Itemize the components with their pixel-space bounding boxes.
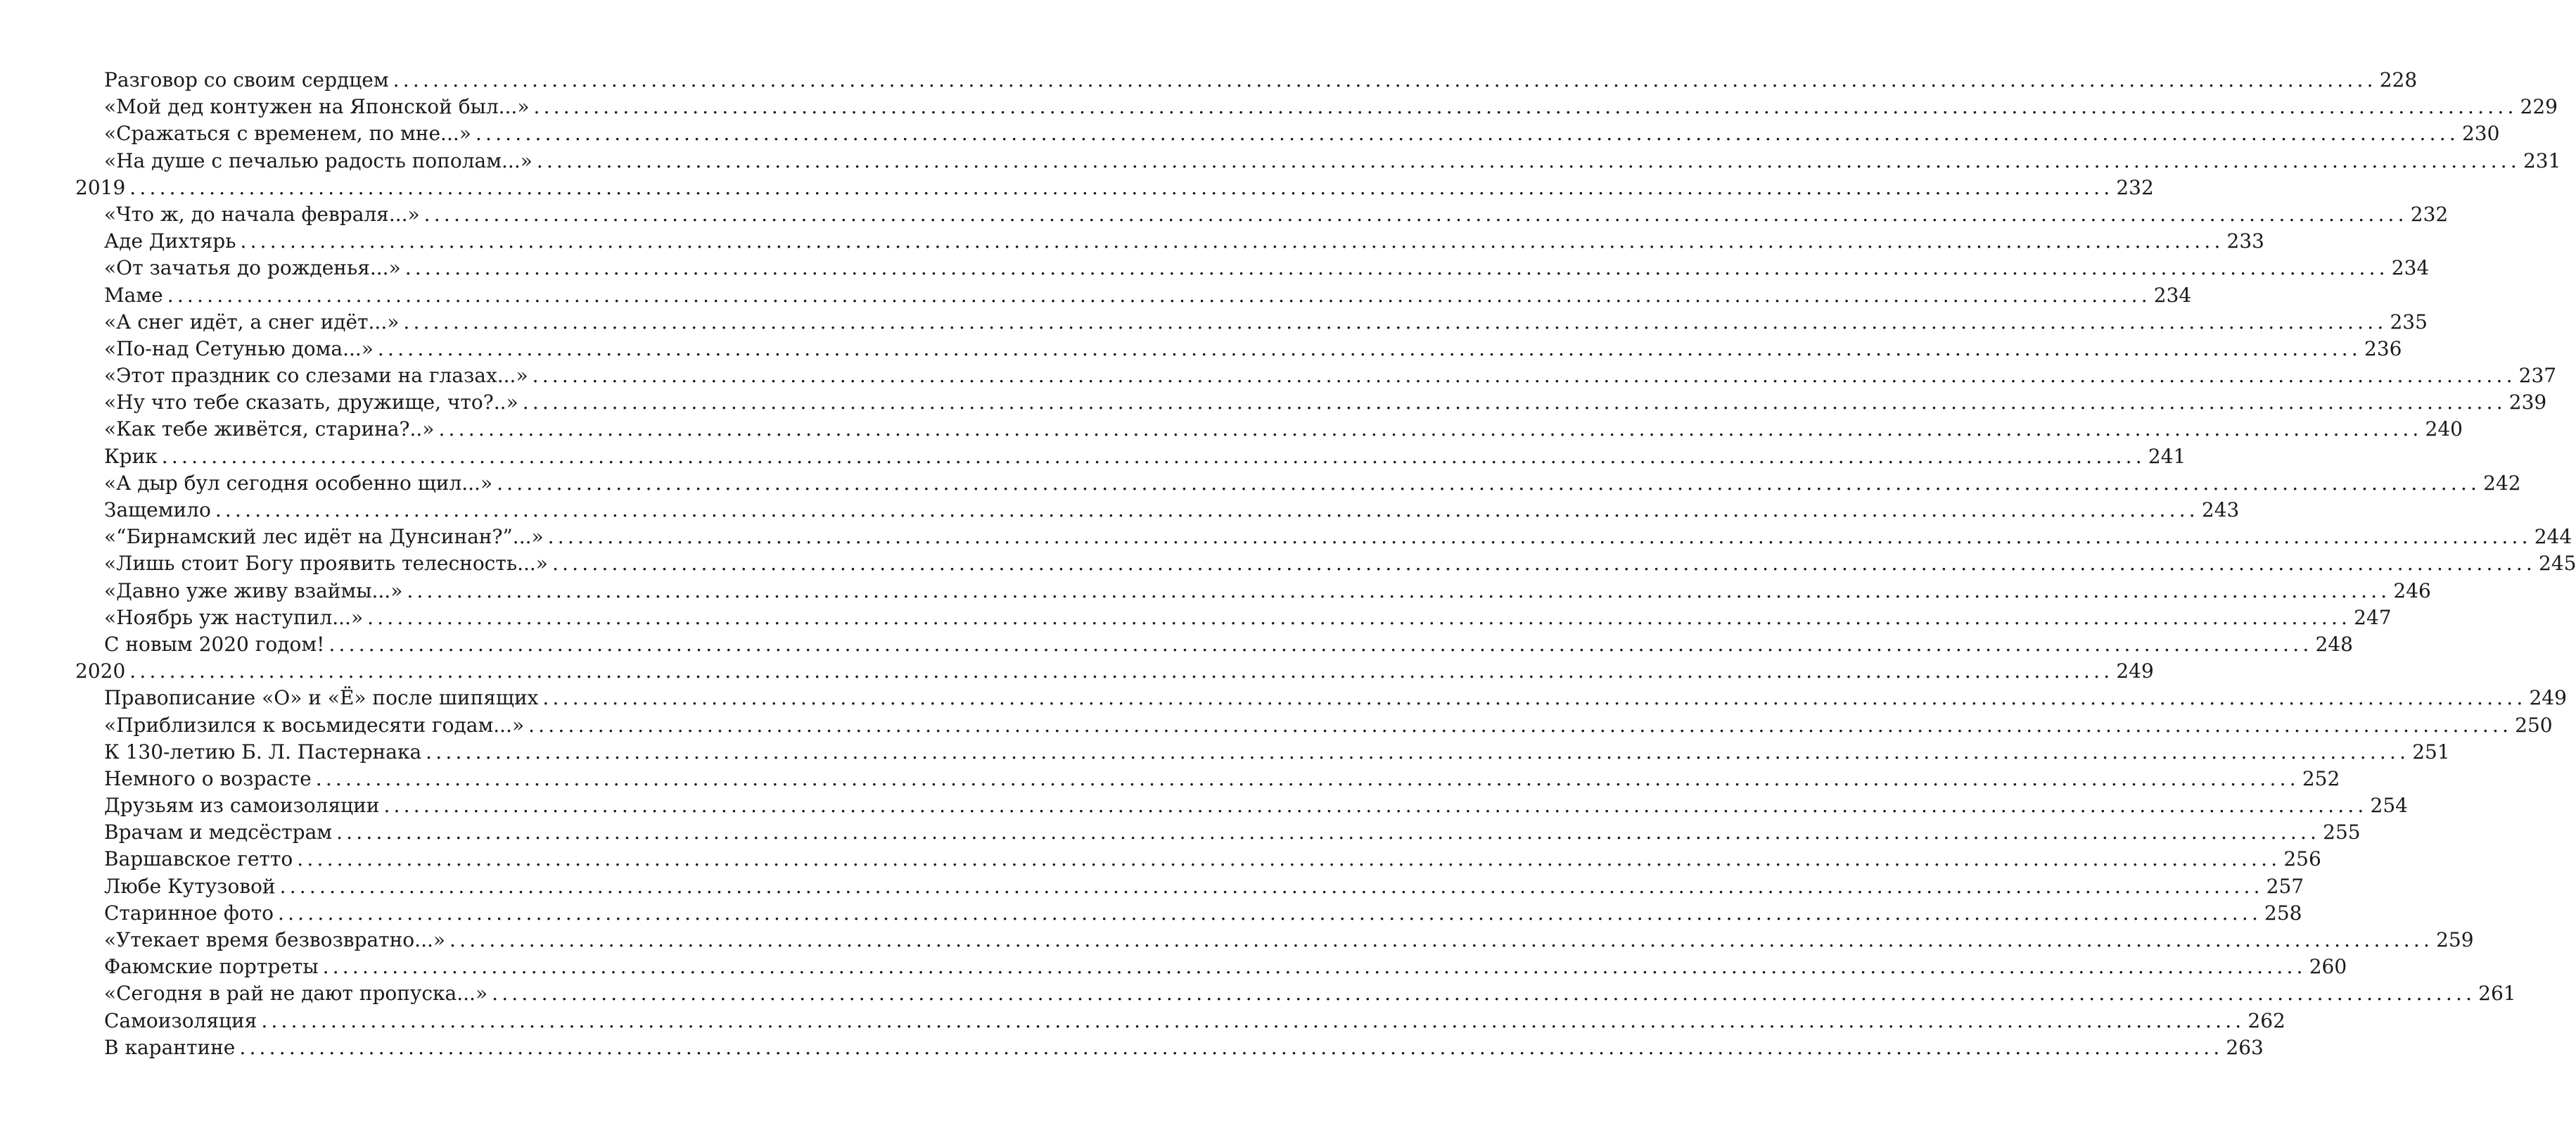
toc-entry-line [104, 470, 2521, 497]
toc-entry-title: В карантине [104, 1035, 236, 1059]
toc-entry-line [104, 148, 2561, 175]
toc-entry-title: Аде Дихтярь [104, 229, 236, 253]
toc-entry-line [104, 416, 2463, 443]
toc-dot-leader: ........................................................................................................................................................................................................ [239, 1035, 2224, 1059]
toc-entry-line [104, 954, 2347, 980]
toc-dot-leader: ........................................................................................................................................................................................................ [404, 256, 2389, 280]
toc-page-number: 261 [2478, 982, 2516, 1006]
toc-section-year: 2019 [75, 175, 126, 199]
toc-entry-line [75, 175, 2154, 201]
toc-section-row [0, 175, 2154, 201]
toc-entry-title: «Лишь стоит Богу проявить телесность...» [104, 552, 548, 576]
toc-page-number: 255 [2323, 821, 2361, 844]
toc-dot-leader: ........................................................................................................................................................................................................ [297, 847, 2281, 871]
toc-entry-line [104, 389, 2547, 416]
toc-entry-line [104, 228, 2264, 255]
toc-dot-leader: ........................................................................................................................................................................................................ [403, 310, 2387, 334]
toc-dot-leader: ........................................................................................................................................................................................................ [215, 498, 2199, 521]
toc-page-number: 248 [2315, 632, 2353, 656]
toc-dot-leader: ........................................................................................................................................................................................................ [528, 713, 2513, 737]
toc-entry-title: Немного о возрасте [104, 766, 312, 790]
toc-entry-row [0, 604, 2392, 631]
toc-page-number: 232 [2116, 175, 2154, 199]
toc-entry-title: «“Бирнамский лес идёт на Дунсинан?”...» [104, 525, 544, 549]
toc-entry-row [0, 1008, 2285, 1034]
toc-page-number: 252 [2302, 766, 2340, 790]
toc-entry-title: «А снег идёт, а снег идёт...» [104, 310, 400, 334]
toc-entry-row [0, 309, 2428, 336]
toc-entry-row [0, 954, 2347, 980]
toc-entry-title: «Давно уже живу взаймы...» [104, 578, 403, 602]
toc-entry-row [0, 201, 2449, 228]
toc-entry-line [104, 604, 2392, 631]
toc-entry-line [104, 67, 2418, 94]
toc-entry-line [104, 980, 2516, 1007]
toc-entry-line [104, 497, 2240, 524]
toc-entry-title: «Приблизился к восьмидесяти годам...» [104, 713, 525, 737]
toc-page-number: 250 [2515, 713, 2553, 737]
toc-entry-title: «Сражаться с временем, по мне...» [104, 122, 471, 146]
toc-section-row [0, 658, 2154, 685]
toc-page-number: 245 [2539, 552, 2576, 576]
toc-entry-line [104, 550, 2576, 577]
toc-page-number: 232 [2410, 202, 2449, 226]
toc-dot-leader: ........................................................................................................................................................................................................ [336, 821, 2321, 844]
toc-dot-leader: ........................................................................................................................................................................................................ [129, 659, 2114, 683]
toc-entry-line [104, 1034, 2264, 1061]
toc-entry-title: Врачам и медсёстрам [104, 821, 333, 844]
toc-page-number: 242 [2483, 471, 2521, 495]
toc-entry-title: Любе Кутузовой [104, 874, 276, 898]
toc-entry-title: Друзьям из самоизоляции [104, 794, 380, 818]
toc-dot-leader: ........................................................................................................................................................................................................ [449, 928, 2434, 951]
toc-page-number: 249 [2529, 686, 2567, 710]
toc-entry-line [104, 900, 2302, 927]
toc-entry-row [0, 819, 2361, 846]
toc-dot-leader: ........................................................................................................................................................................................................ [532, 364, 2516, 388]
toc-section-year: 2020 [75, 659, 126, 683]
toc-entry-line [104, 282, 2192, 309]
toc-entry-row [0, 94, 2558, 120]
toc-entry-line [104, 873, 2304, 900]
toc-page-number: 244 [2534, 525, 2572, 549]
toc-dot-leader: ........................................................................................................................................................................................................ [492, 982, 2476, 1006]
toc-entry-title: Фаюмские портреты [104, 955, 319, 979]
toc-entry-row [0, 846, 2321, 873]
toc-dot-leader: ........................................................................................................................................................................................................ [161, 444, 2145, 468]
toc-page-number: 240 [2425, 417, 2463, 441]
toc-page-number: 249 [2116, 659, 2154, 683]
toc-entry-row [0, 1034, 2264, 1061]
toc-dot-leader: ........................................................................................................................................................................................................ [497, 471, 2481, 495]
toc-entry-line [104, 362, 2557, 389]
toc-page-number: 263 [2226, 1035, 2264, 1059]
toc-page-number: 234 [2153, 283, 2192, 307]
toc-dot-leader: ........................................................................................................................................................................................................ [383, 794, 2368, 818]
toc-dot-leader: ........................................................................................................................................................................................................ [261, 1008, 2245, 1032]
toc-entry-line [104, 685, 2567, 711]
toc-dot-leader: ........................................................................................................................................................................................................ [329, 632, 2313, 656]
toc-dot-leader: ........................................................................................................................................................................................................ [536, 148, 2520, 172]
toc-dot-leader: ........................................................................................................................................................................................................ [407, 578, 2391, 602]
toc-page-number: 259 [2436, 928, 2474, 951]
toc-entry-row [0, 980, 2516, 1007]
toc-dot-leader: ........................................................................................................................................................................................................ [423, 202, 2408, 226]
toc-page-number: 229 [2520, 95, 2558, 119]
toc-entry-line [104, 201, 2449, 228]
toc-page-number: 239 [2508, 391, 2547, 414]
toc-entry-row [0, 766, 2340, 792]
toc-entry-row [0, 900, 2302, 927]
toc-page-number: 260 [2309, 955, 2347, 979]
toc-entry-row [0, 792, 2408, 819]
toc-entry-row [0, 416, 2463, 443]
toc-dot-leader: ........................................................................................................................................................................................................ [438, 417, 2423, 441]
toc-entry-row [0, 578, 2431, 604]
toc-entry-title: Крик [104, 444, 158, 468]
toc-entry-title: «На душе с печалью радость пополам...» [104, 148, 533, 172]
toc-entry-row [0, 255, 2430, 281]
toc-page-number: 243 [2201, 498, 2240, 521]
toc-entry-title: Правописание «О» и «Ё» после шипящих [104, 686, 539, 710]
toc-page-number: 257 [2266, 874, 2304, 898]
toc-entry-title: С новым 2020 годом! [104, 632, 325, 656]
toc-page-number: 237 [2518, 364, 2557, 388]
toc-entry-row [0, 927, 2474, 954]
toc-entry-line [104, 94, 2558, 120]
toc-page-number: 236 [2364, 336, 2402, 360]
toc-page-number: 234 [2391, 256, 2430, 280]
toc-entry-title: Маме [104, 283, 163, 307]
toc-page-number: 230 [2461, 122, 2500, 146]
toc-entry-title: Варшавское гетто [104, 847, 293, 871]
toc-entry-row [0, 362, 2557, 389]
toc-entry-row [0, 443, 2186, 470]
toc-page-number: 258 [2264, 901, 2302, 925]
toc-entry-row [0, 739, 2450, 766]
toc-dot-leader: ........................................................................................................................................................................................................ [542, 686, 2527, 710]
toc-entry-title: «Сегодня в рай не дают пропуска...» [104, 982, 488, 1006]
toc-entry-row [0, 550, 2576, 577]
toc-entry-line [104, 524, 2572, 550]
toc-page-number: 228 [2379, 68, 2418, 91]
toc-page-number: 262 [2247, 1008, 2285, 1032]
toc-entry-title: «Ноябрь уж наступил...» [104, 605, 364, 629]
toc-dot-leader: ........................................................................................................................................................................................................ [393, 68, 2377, 91]
toc-page-number: 256 [2283, 847, 2321, 871]
toc-page-number: 241 [2148, 444, 2186, 468]
toc-dot-leader: ........................................................................................................................................................................................................ [426, 740, 2410, 764]
toc-page-number: 246 [2393, 578, 2431, 602]
toc-entry-row [0, 470, 2521, 497]
toc-entry-title: Разговор со своим сердцем [104, 68, 389, 91]
toc-dot-leader: ........................................................................................................................................................................................................ [547, 525, 2532, 549]
toc-entry-line [104, 766, 2340, 792]
toc-dot-leader: ........................................................................................................................................................................................................ [522, 391, 2506, 414]
toc-entry-row [0, 685, 2567, 711]
toc-dot-leader: ........................................................................................................................................................................................................ [377, 336, 2361, 360]
toc-entry-title: «Мой дед контужен на Японской был...» [104, 95, 530, 119]
toc-dot-leader: ........................................................................................................................................................................................................ [279, 874, 2264, 898]
toc-entry-line [104, 336, 2402, 362]
toc-page-number: 231 [2523, 148, 2561, 172]
toc-entry-title: Старинное фото [104, 901, 274, 925]
toc-dot-leader: ........................................................................................................................................................................................................ [367, 605, 2352, 629]
toc-page-number: 254 [2370, 794, 2408, 818]
toc-entry-line [104, 309, 2428, 336]
toc-entry-line [104, 739, 2450, 766]
toc-dot-leader: ........................................................................................................................................................................................................ [322, 955, 2307, 979]
toc-entry-title: «Что ж, до начала февраля...» [104, 202, 420, 226]
toc-entry-row [0, 497, 2240, 524]
toc-entry-line [104, 120, 2500, 147]
toc-entry-line [104, 927, 2474, 954]
toc-dot-leader: ........................................................................................................................................................................................................ [475, 122, 2459, 146]
toc-entry-title: Самоизоляция [104, 1008, 257, 1032]
toc-entry-title: Защемило [104, 498, 211, 521]
toc-dot-leader: ........................................................................................................................................................................................................ [240, 229, 2224, 253]
toc-page-number: 233 [2226, 229, 2264, 253]
toc-entry-row [0, 282, 2192, 309]
toc-dot-leader: ........................................................................................................................................................................................................ [533, 95, 2518, 119]
toc-dot-leader: ........................................................................................................................................................................................................ [315, 766, 2300, 790]
toc-entry-row [0, 336, 2402, 362]
toc-entry-title: К 130-летию Б. Л. Пастернака [104, 740, 422, 764]
toc-entry-title: «От зачатья до рожденья...» [104, 256, 401, 280]
toc-entry-line [104, 255, 2430, 281]
toc-dot-leader: ........................................................................................................................................................................................................ [167, 283, 2151, 307]
toc-entry-row [0, 712, 2553, 739]
toc-entry-line [104, 631, 2353, 658]
toc-entry-row [0, 120, 2500, 147]
toc-entry-line [104, 443, 2186, 470]
table-of-contents [0, 67, 2576, 1061]
toc-entry-row [0, 148, 2561, 175]
toc-entry-title: «По-над Сетунью дома...» [104, 336, 374, 360]
toc-entry-row [0, 67, 2418, 94]
toc-entry-row [0, 228, 2264, 255]
toc-entry-row [0, 524, 2572, 550]
toc-dot-leader: ........................................................................................................................................................................................................ [277, 901, 2262, 925]
toc-page-number: 247 [2354, 605, 2392, 629]
toc-entry-line [104, 819, 2361, 846]
toc-entry-line [75, 658, 2154, 685]
toc-entry-title: «Утекает время безвозвратно...» [104, 928, 445, 951]
toc-page-number: 251 [2412, 740, 2450, 764]
toc-entry-title: «А дыр бул сегодня особенно щил...» [104, 471, 493, 495]
toc-dot-leader: ........................................................................................................................................................................................................ [129, 175, 2114, 199]
toc-entry-title: «Как тебе живётся, старина?..» [104, 417, 435, 441]
toc-entry-line [104, 846, 2321, 873]
toc-entry-line [104, 792, 2408, 819]
toc-page-number: 235 [2390, 310, 2428, 334]
toc-entry-row [0, 389, 2547, 416]
toc-entry-title: «Этот праздник со слезами на глазах...» [104, 364, 528, 388]
toc-entry-line [104, 1008, 2285, 1034]
toc-entry-line [104, 578, 2431, 604]
toc-entry-row [0, 873, 2304, 900]
toc-entry-title: «Ну что тебе сказать, дружище, что?..» [104, 391, 518, 414]
toc-entry-row [0, 631, 2353, 658]
toc-entry-line [104, 712, 2553, 739]
toc-dot-leader: ........................................................................................................................................................................................................ [551, 552, 2537, 576]
